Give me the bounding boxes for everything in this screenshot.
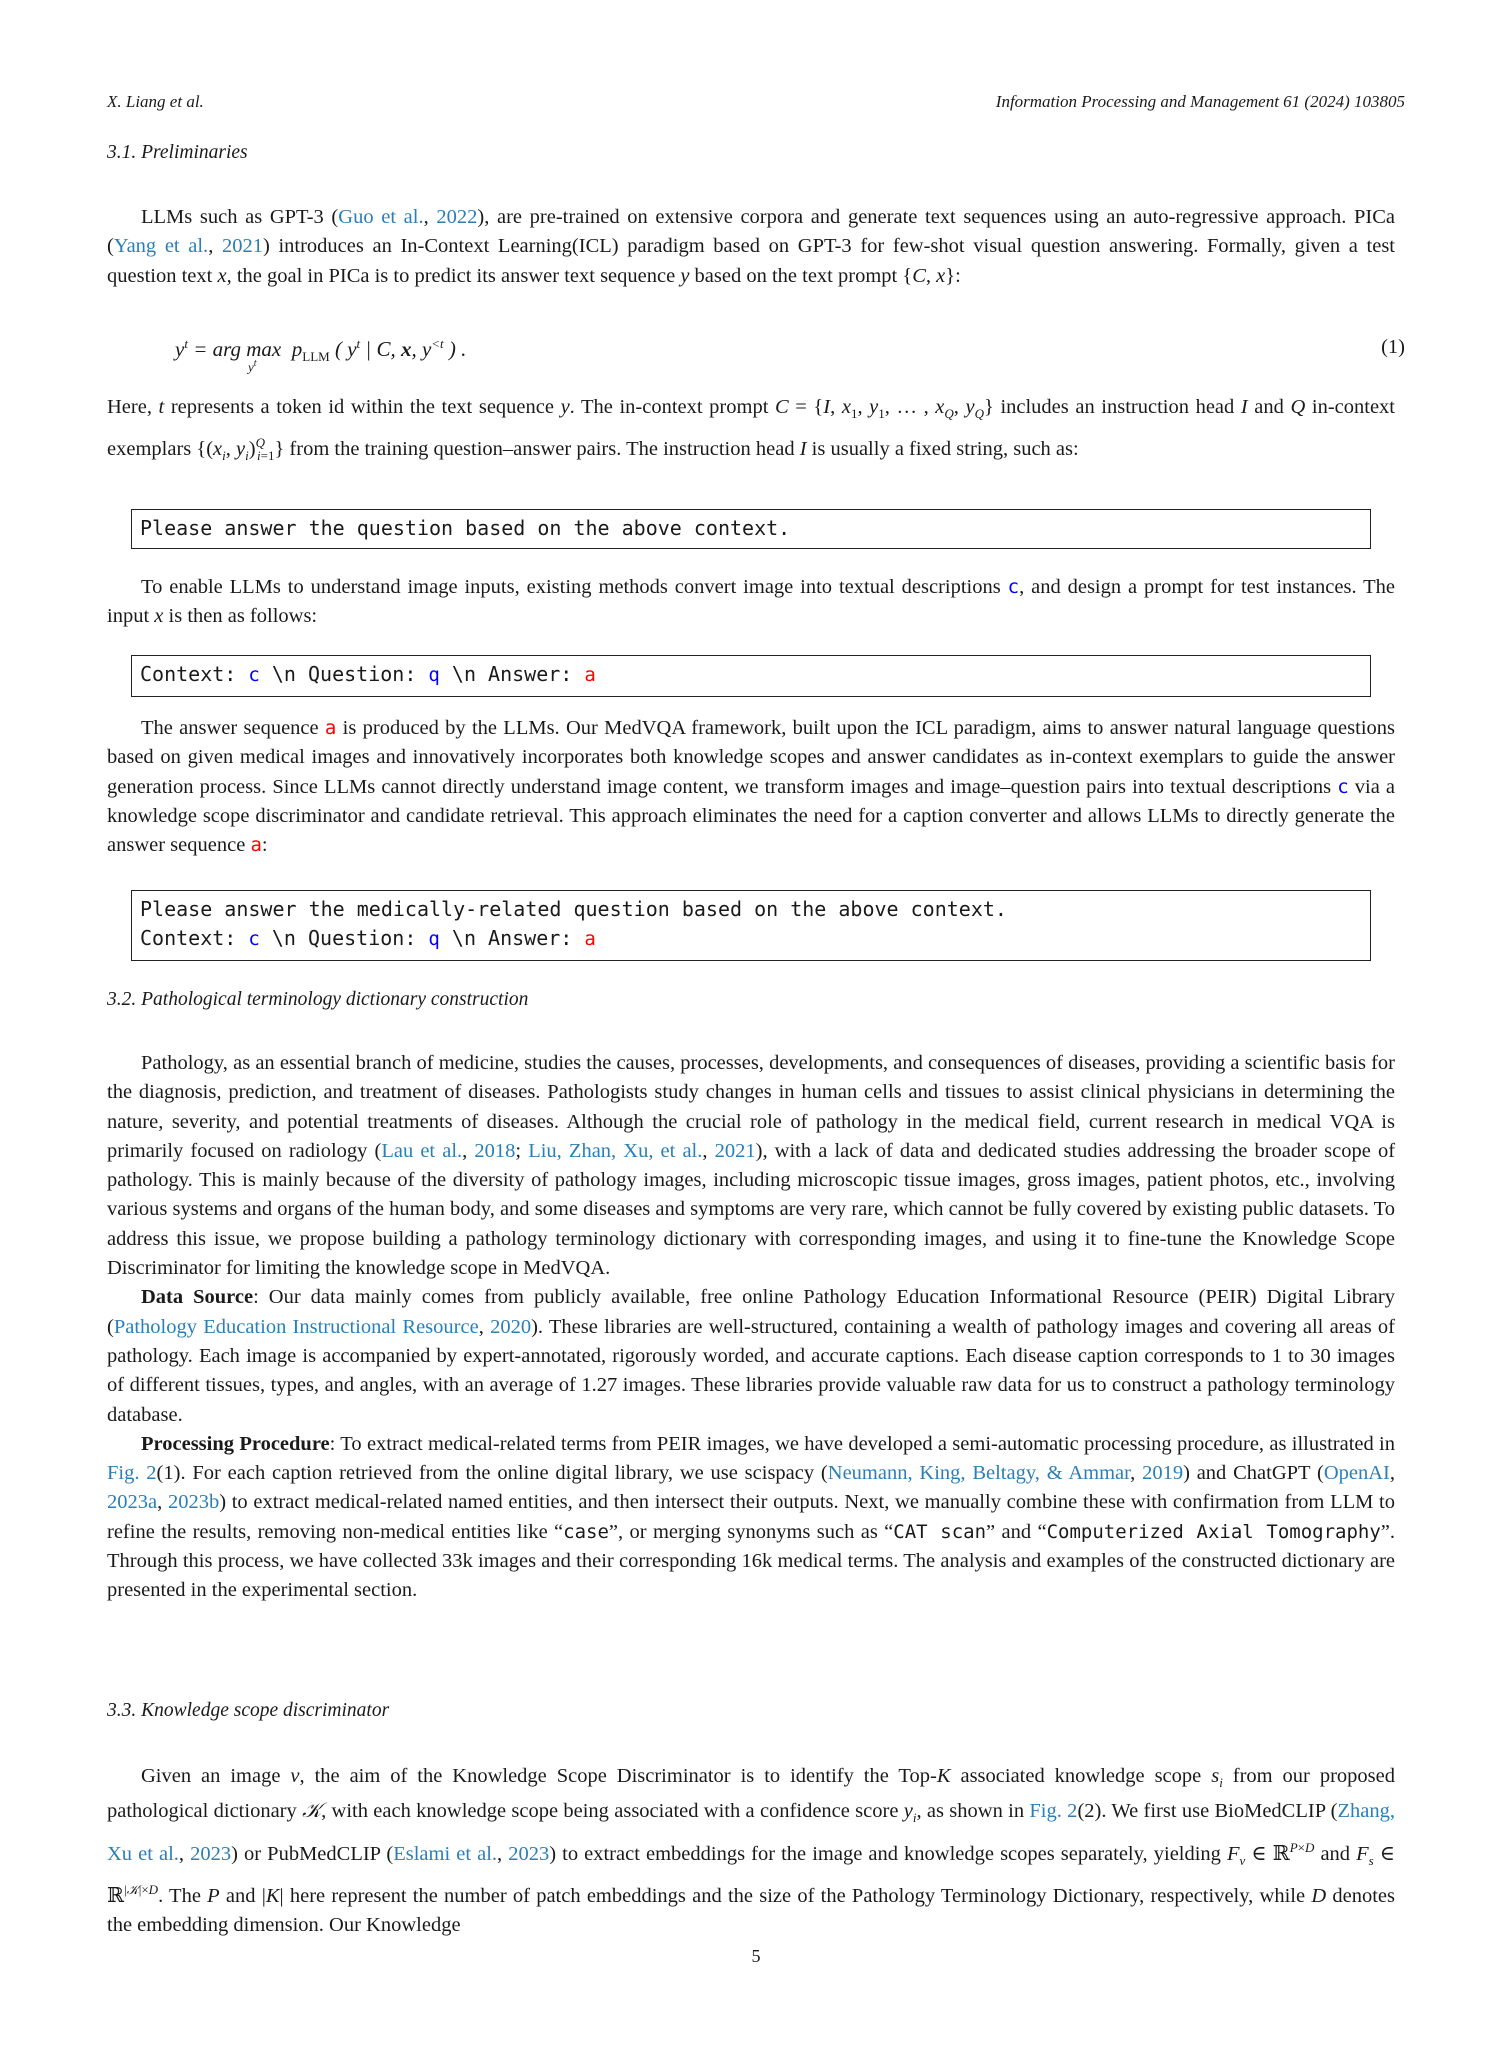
paragraph-dictionary	[107, 1049, 1395, 1606]
paragraph-processing-procedure: Processing Procedure: To extract medical-related terms from PEIR images, we have developed a semi-automatic processing procedure, as illustrated in Fig. 2(1). For each caption retrieved from the online digital library, we use scispacy (Neumann, King, Beltagy, & Ammar, 2019) and ChatGPT (OpenAI, 2023a, 2023b) to extract medical-related named entities, and then intersect their outputs. Next, we manually combine these with confirmation from LLM to refine the results, removing non-medical entities like “case”, or merging synonyms such as “CAT scan” and “Computerized Axial Tomography”. Through this process, we have collected 33k images and their corresponding 16k medical terms. The analysis and examples of the constructed dictionary are presented in the experimental section.	[107, 1432, 1396, 1602]
section-heading-3-3: 3.3. Knowledge scope discriminator	[107, 1700, 390, 1721]
figure-link[interactable]: Fig. 2	[1029, 1800, 1078, 1823]
paragraph-preliminaries-4: The answer sequence a is produced by the LLMs. Our MedVQA framework, built upon the ICL paradigm, aims to answer natural language questions based on given medical images and innovatively incorporates both knowledge scopes and answer candidates as in-context exemplars to guide the answer generation process. Since LLMs cannot directly understand image content, we transform images and image–question pairs into textual descriptions c via a knowledge scope discriminator and candidate retrieval. This approach eliminates the need for a caption converter and allows LLMs to directly generate the answer sequence a:	[107, 717, 1395, 857]
running-header-authors: X. Liang et al.	[107, 92, 204, 111]
citation-link[interactable]: Yang et al.	[113, 235, 209, 258]
section-heading-3-1: 3.1. Preliminaries	[107, 142, 248, 163]
citation-link[interactable]: Zhang, Xu et al.	[107, 1800, 1395, 1865]
citation-year-link[interactable]: 2019	[1142, 1462, 1184, 1485]
figure-link[interactable]: Fig. 2	[107, 1462, 157, 1485]
equation-number: (1)	[1381, 336, 1405, 358]
citation-link[interactable]: Liu, Zhan, Xu, et al.	[528, 1139, 703, 1162]
paragraph-data-source: Data Source: Our data mainly comes from publicly available, free online Pathology Education Informational Resource (PEIR) Digital Library (Pathology Education Instructional Resource, 2020). These libraries are well-structured, containing a wealth of pathology images and covering all areas of pathology. Each image is accompanied by expert-annotated, rigorously worded, and accurate captions. Each disease caption corresponds to 1 to 30 images of different tissues, types, and angles, with an average of 1.27 images. These libraries provide valuable raw data for us to construct a pathology terminology database.	[107, 1286, 1395, 1426]
citation-link[interactable]: Eslami et al.	[393, 1842, 498, 1865]
citation-year-link[interactable]: 2020	[490, 1315, 532, 1338]
citation-link[interactable]: Neumann, King, Beltagy, & Ammar	[827, 1462, 1131, 1485]
paragraph-preliminaries-2: Here, t represents a token id within the text sequence y. The in-context prompt C = {I, $x_1$, $y_1$, … , $x_Q$, $y_Q$} includes an instruction head I and Q in-context exemplars {($x_i$, $y_i)^Q_{i=1}$} from the training question–answer pairs. The instruction head I is usually a fixed string, such as:	[107, 396, 1395, 464]
running-header-journal: Information Processing and Management 61 (2024) 103805	[995, 92, 1405, 111]
citation-year-link[interactable]: 2023	[508, 1842, 550, 1865]
paragraph-discriminator: Given an image v, the aim of the Knowledge Scope Discriminator is to identify the Top-K associated knowledge scope $s_i$ from our proposed pathological dictionary 𝒦, with each knowledge scope being associated with a confidence score $y_i$, as shown in Fig. 2(2). We first use BioMedCLIP (Zhang, Xu et al., 2023) or PubMedCLIP (Eslami et al., 2023) to extract embeddings for the image and knowledge scopes separately, yielding $F_v$ ∈ ℝ$^{P\times D}$ and $F_s$ ∈ ℝ$^{|𝒦|\times D}$. The P and |K| here represent the number of patch embeddings and the size of the Pathology Terminology Dictionary, respectively, while D denotes the embedding dimension. Our Knowledge	[107, 1765, 1395, 1937]
citation-link[interactable]: Lau et al.	[381, 1139, 463, 1162]
citation-year-link[interactable]: 2022	[436, 206, 478, 228]
citation-year-link[interactable]: 2021	[221, 235, 263, 258]
section-heading-3-2: 3.2. Pathological terminology dictionary construction	[107, 989, 529, 1010]
citation-year-link[interactable]: 2023	[190, 1842, 232, 1865]
prompt-box-instruction: Please answer the question based on the above context.	[131, 509, 1371, 549]
citation-link[interactable]: Guo et al.	[338, 206, 424, 228]
citation-year-link[interactable]: 2021	[714, 1139, 756, 1162]
citation-year-link[interactable]: 2023b	[167, 1491, 220, 1514]
paragraph-preliminaries-3: To enable LLMs to understand image inputs, existing methods convert image into textual descriptions c, and design a prompt for test instances. The input x is then as follows:	[107, 576, 1395, 628]
prompt-box-medvqa: Please answer the medically-related question based on the above context. Context: c \n Question: q \n Answer: a	[131, 890, 1371, 961]
paragraph-pathology-intro: Pathology, as an essential branch of medicine, studies the causes, processes, developments, and consequences of diseases, providing a scientific basis for the diagnosis, prediction, and treatment of diseases. Pathologists study changes in human cells and tissues to assist clinical physicians in determining the nature, severity, and potential treatments of diseases. Although the crucial role of pathology in the medical field, current research in medical VQA is primarily focused on radiology (Lau et al., 2018; Liu, Zhan, Xu, et al., 2021), with a lack of data and dedicated studies addressing the broader scope of pathology. This is mainly because of the diversity of pathology images, including microscopic tissue images, gross images, patient photos, etc., involving various systems and organs of the human body, and some diseases and symptoms are very rare, which cannot be fully covered by existing public datasets. To address this issue, we propose building a pathology terminology dictionary with corresponding images, and using it to fine-tune the Knowledge Scope Discriminator for limiting the knowledge scope in MedVQA.	[107, 1052, 1396, 1280]
citation-link[interactable]: Pathology Education Instructional Resource	[113, 1315, 479, 1338]
paragraph-preliminaries-1: LLMs such as GPT-3 (Guo et al., 2022), are pre-trained on extensive corpora and generate text sequences using an auto-regressive approach. PICa (Yang et al., 2021) introduces an In-Context Learning(ICL) paradigm based on GPT-3 for few-shot visual question answering. Formally, given a test question text x, the goal in PICa is to predict its answer text sequence y based on the text prompt {C, x}:	[107, 206, 1396, 287]
prompt-box-context: Context: c \n Question: q \n Answer: a	[131, 655, 1371, 697]
citation-year-link[interactable]: 2018	[474, 1139, 516, 1162]
citation-year-link[interactable]: 2023a	[107, 1491, 158, 1514]
equation-1: $y^t$ = arg max $y^t$ $p_{LLM}$ ( $y^t$ | C, x, $y^{<t}$ ) .	[175, 336, 467, 375]
page-number: 5	[751, 1946, 761, 1966]
citation-link[interactable]: OpenAI	[1323, 1462, 1390, 1485]
